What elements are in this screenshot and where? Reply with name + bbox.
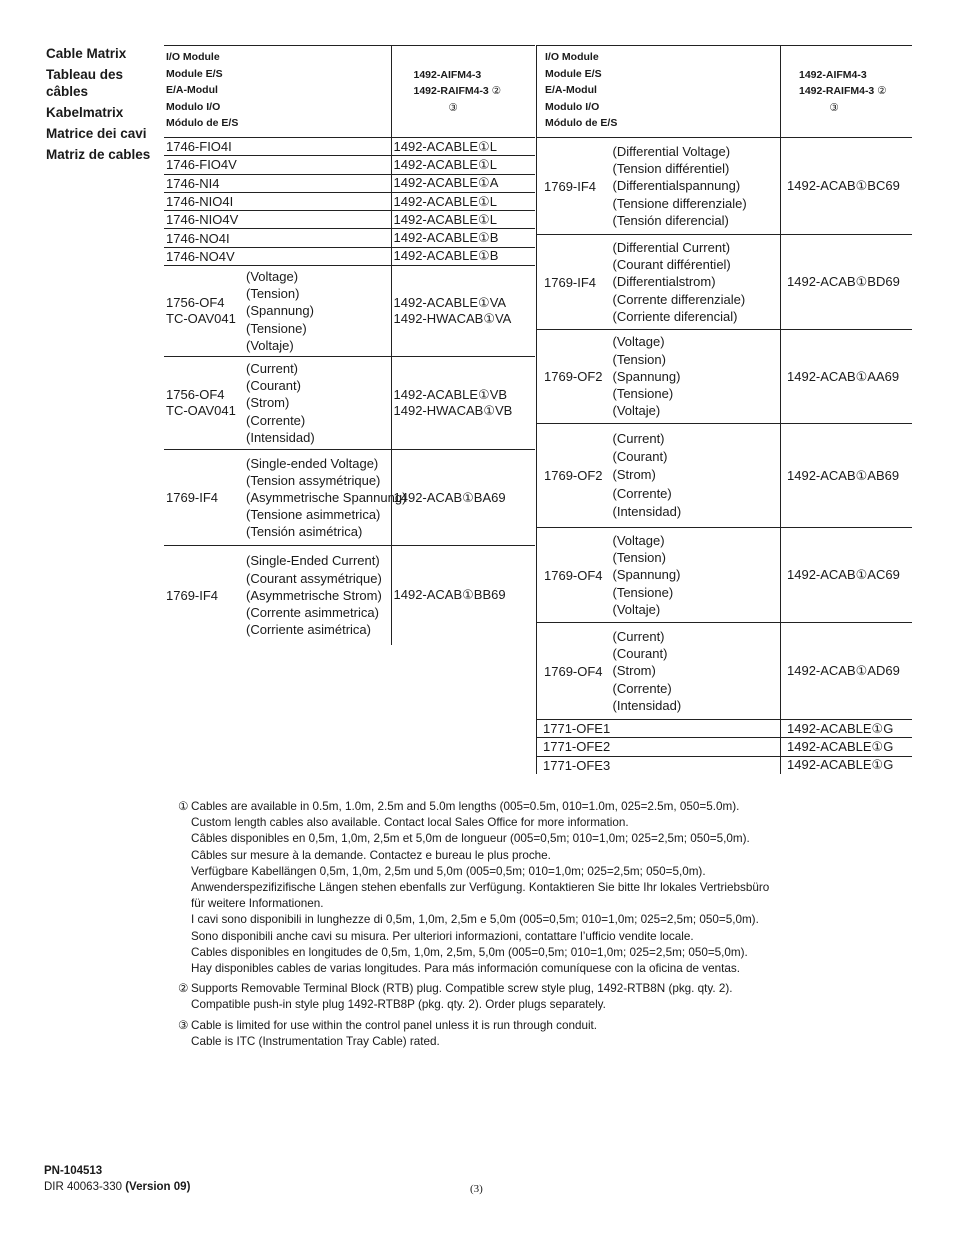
header-module-cell: I/O Module Module E/S E/A-Modul Modulo I/O Módulo de E/S [537, 46, 781, 138]
footnote-1-marker: ① [178, 800, 189, 813]
title-es: Matriz de cables [46, 147, 151, 162]
footnote-3-marker: ③ [829, 101, 839, 114]
table-row-group: 1769-IF4 (Single-ended Voltage) (Tension assymétrique) (Asymmetrische Spannung) (Tensione asimmetrica) (Tensión asimétrica) 1492-ACAB①BA69 [164, 450, 535, 546]
table-row: 1746-NO4I 1492-ACABLE①B [164, 229, 535, 247]
table-row: 1746-NIO4V 1492-ACABLE①L [164, 211, 535, 229]
title-en: Cable Matrix [46, 46, 127, 61]
table-row: 1746-NIO4I 1492-ACABLE①L [164, 192, 535, 210]
footnote-2-marker: ② [178, 982, 189, 996]
footnote-2-marker: ② [877, 85, 887, 98]
footnote-3: ③ Cable is limited for use within the control panel unless it is run through conduit. Cable is ITC (Instrumentation Tray Cable) rated. [178, 1018, 598, 1048]
footnote-2-marker: ② [491, 85, 502, 98]
footnote-1: ① Cables are available in 0.5m, 1.0m, 2.5m and 5.0m lengths (005=0.5m, 010=1.0m, 025=2.5m, 050=5.0m). Custom length cables also available. Contact local Sales Office for more information. Câbles disponibles en 0,5m, 1,0m, 2,5m et 5,0m de longueur (005=0,5m; 010=1,0m; 025=2,5m; 050=5,0m). Câbles sur mesure à la demande. Contactez e bureau le plus proche. Verfügbare Kabellängen 0,5m, 1,0m, 2,5m und 5,0m (005=0,5m; 010=1,0m; 025=2,5m; 050=5,0m). Anwenderspezifizifische Längen stehen ebenfalls zur Verfügung. Kontaktieren Sie bitte Ihr lokales Vertriebsbüro für weitere Informationen. I cavi sono disponibili in lunghezze di 0,5m, 1,0m, 2,5m e 5,0m (005=0,5m; 010=1,0m; 025=2,5m; 050=5,0m). Sono disponibili anche cavi su misura. Per ulteriori informazioni, contattare l’ufficio vendite locale. Cables disponibles en longitudes de 0,5m, 1,0m, 2,5m, 5,0m (005=0,5m; 010=1,0m; 025=2,5m; 050=5,0m). Hay disponibles cables de varias longitudes. Para más información comuníquese con la oficina de ventas. [178, 800, 770, 976]
table-row-group: 1769-IF4 (Differential Voltage) (Tension différentiel) (Differentialspannung) (Tensione differenziale) (Tensión diferencial) 1492-ACAB①BC69 [537, 138, 912, 235]
table-row: 1746-FIO4V 1492-ACABLE①L [164, 156, 535, 174]
table-row: 1746-NI4 1492-ACABLE①A [164, 174, 535, 192]
footnotes [178, 799, 918, 1054]
page-number: (3) [470, 1183, 483, 1195]
footnote-3-marker: ③ [448, 101, 458, 114]
cable-matrix-titles [46, 45, 156, 167]
title-it: Matrice dei cavi [46, 126, 147, 141]
table-row: 1771-OFE3 1492-ACABLE①G [537, 756, 912, 774]
table-row: 1746-NO4V 1492-ACABLE①B [164, 247, 535, 265]
table-row-group: 1769-OF2 (Voltage) (Tension) (Spannung) (Tensione) (Voltaje) 1492-ACAB①AA69 [537, 330, 912, 424]
title-de: Kabelmatrix [46, 105, 124, 120]
table-row: 1771-OFE2 1492-ACABLE①G [537, 738, 912, 756]
left-table-header [164, 46, 535, 138]
table-row-group: 1756-OF4 TC-OAV041 (Voltage) (Tension) (Spannung) (Tensione) (Voltaje) 1492-ACABLE①VA 1492-HWACAB①VA [164, 266, 535, 357]
table-row-group: 1769-OF4 (Current) (Courant) (Strom) (Corrente) (Intensidad) 1492-ACAB①AD69 [537, 623, 912, 720]
part-number: PN-104513 [44, 1165, 103, 1177]
table-row-group: 1756-OF4 TC-OAV041 (Current) (Courant) (Strom) (Corrente) (Intensidad) 1492-ACABLE①VB 1492-HWACAB①VB [164, 357, 535, 450]
table-row-group: 1769-IF4 (Single-Ended Current) (Courant assymétrique) (Asymmetrische Strom) (Corrente asimmetrica) (Corriente asimétrica) 1492-ACAB①BB69 [164, 546, 535, 645]
table-row-group: 1769-IF4 (Differential Current) (Courant différentiel) (Differentialstrom) (Corrente differenziale) (Corriente diferencial) 1492-ACAB①BD69 [537, 235, 912, 330]
header-cable-cell: 1492-AIFM4-3 1492-RAIFM4-3 ② ③ [781, 46, 912, 138]
right-cable-table [536, 45, 912, 774]
footnote-2: ② Supports Removable Terminal Block (RTB) plug. Compatible screw style plug, 1492-RTB8N (pkg. qty. 2). Compatible push-in style plug 1492-RTB8P (pkg. qty. 2). Order plugs separately. [178, 982, 733, 1012]
table-row-group: 1769-OF4 (Voltage) (Tension) (Spannung) (Tensione) (Voltaje) 1492-ACAB①AC69 [537, 528, 912, 623]
table-row: 1771-OFE1 1492-ACABLE①G [537, 720, 912, 738]
title-fr: Tableau des câbles [46, 67, 124, 99]
directive-line: DIR 40063-330 (Version 09) [44, 1180, 191, 1193]
header-module-cell: I/O Module Module E/S E/A-Modul Modulo I/O Módulo de E/S [164, 46, 391, 138]
footnote-3-marker: ③ [178, 1018, 189, 1032]
table-row: 1746-FIO4I 1492-ACABLE①L [164, 138, 535, 156]
header-cable-cell: 1492-AIFM4-3 1492-RAIFM4-3 ② ③ [391, 46, 535, 138]
right-table-header [537, 46, 912, 138]
document-footer [44, 1164, 190, 1195]
table-row-group: 1769-OF2 (Current) (Courant) (Strom) (Corrente) (Intensidad) 1492-ACAB①AB69 [537, 424, 912, 528]
left-cable-table [164, 45, 535, 645]
